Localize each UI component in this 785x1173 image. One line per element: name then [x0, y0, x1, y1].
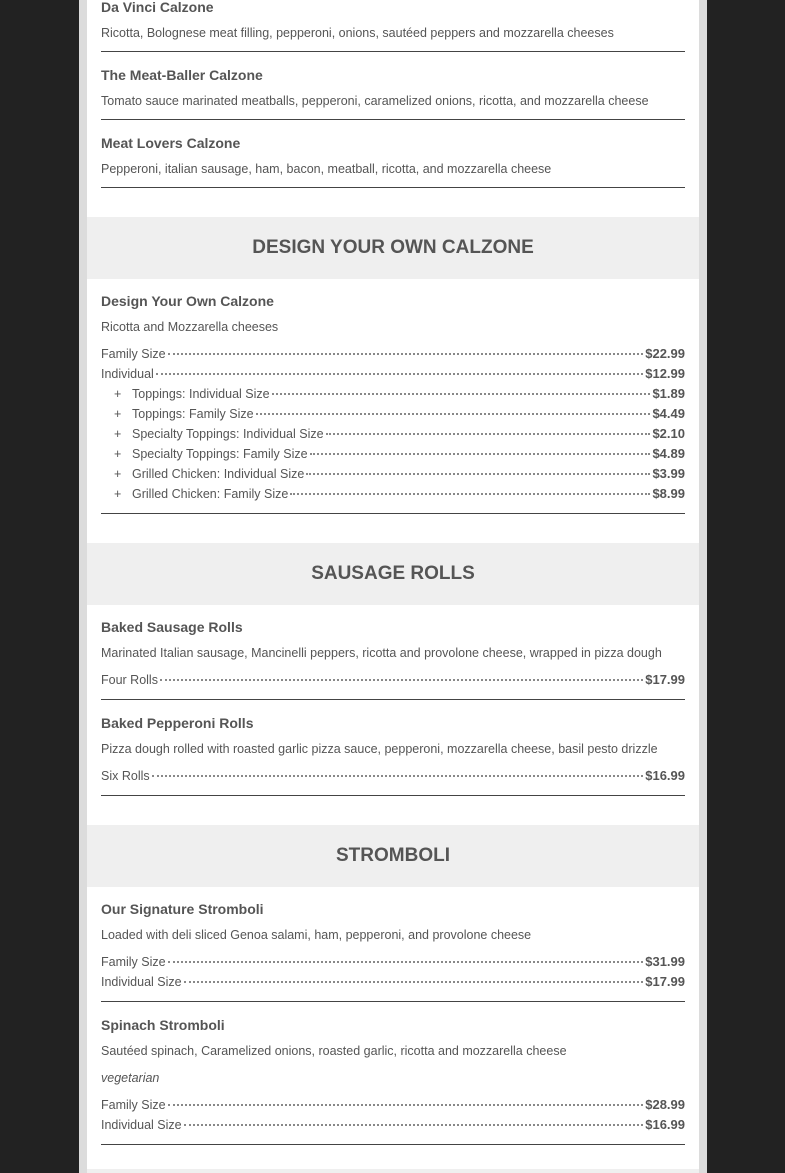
item-title: The Meat-Baller Calzone: [101, 67, 263, 83]
addon-price-row: [101, 424, 685, 444]
price-value: $12.99: [645, 366, 685, 381]
dotted-leader: [306, 473, 650, 475]
menu-item[interactable]: [87, 52, 699, 120]
addon-price-row: [101, 444, 685, 464]
price-option-name: Six Rolls: [101, 769, 150, 783]
section-heading: DESIGN YOUR OWN CALZONE: [87, 217, 699, 279]
menu-section: [87, 0, 699, 188]
dotted-leader: [152, 775, 644, 777]
price-option-name: Four Rolls: [101, 673, 158, 687]
item-description: Marinated Italian sausage, Mancinelli peppers, ricotta and provolone cheese, wrapped in pizza dough: [101, 646, 662, 660]
item-divider: [101, 1144, 685, 1145]
price-value: $31.99: [645, 954, 685, 969]
price-value: $28.99: [645, 1097, 685, 1112]
dotted-leader: [310, 453, 651, 455]
item-description: Pepperoni, italian sausage, ham, bacon, meatball, ricotta, and mozzarella cheese: [101, 162, 552, 176]
price-row: [101, 364, 685, 384]
menu-item[interactable]: [87, 887, 699, 1002]
menu-item[interactable]: [87, 1002, 699, 1145]
dotted-leader: [184, 1124, 644, 1126]
price-value: $16.99: [645, 1117, 685, 1132]
dotted-leader: [168, 1104, 644, 1106]
price-row: [101, 766, 685, 786]
plus-icon: +: [114, 427, 122, 441]
item-title: Baked Sausage Rolls: [101, 619, 243, 635]
price-option-name: Toppings: Individual Size: [132, 387, 270, 401]
addon-price-row: [101, 484, 685, 504]
price-list: [101, 1095, 685, 1135]
menu-item[interactable]: [87, 605, 699, 700]
item-description: Tomato sauce marinated meatballs, pepperoni, caramelized onions, ricotta, and mozzarella cheese: [101, 94, 649, 108]
price-option-name: Grilled Chicken: Individual Size: [132, 467, 305, 481]
plus-icon: +: [114, 447, 122, 461]
item-title: Our Signature Stromboli: [101, 901, 264, 917]
dotted-leader: [160, 679, 643, 681]
item-description: Ricotta, Bolognese meat filling, pepperoni, onions, sautéed peppers and mozzarella cheeses: [101, 26, 614, 40]
dotted-leader: [272, 393, 651, 395]
price-list: [101, 670, 685, 690]
price-value: $22.99: [645, 346, 685, 361]
dotted-leader: [168, 353, 644, 355]
price-option-name: Grilled Chicken: Family Size: [132, 487, 289, 501]
price-value: $8.99: [652, 486, 685, 501]
item-title: Design Your Own Calzone: [101, 293, 274, 309]
item-description: Pizza dough rolled with roasted garlic pizza sauce, pepperoni, mozzarella cheese, basil pesto drizzle: [101, 742, 658, 756]
price-list: [101, 344, 685, 504]
item-divider: [101, 795, 685, 796]
price-option-name: Family Size: [101, 1098, 166, 1112]
price-value: $16.99: [645, 768, 685, 783]
price-option-name: Toppings: Family Size: [132, 407, 254, 421]
price-option-name: Individual: [101, 367, 154, 381]
menu-section: [87, 217, 699, 514]
plus-icon: +: [114, 387, 122, 401]
price-option-name: Family Size: [101, 347, 166, 361]
item-title: Spinach Stromboli: [101, 1017, 225, 1033]
dotted-leader: [156, 373, 643, 375]
section-heading: SAUSAGE ROLLS: [87, 543, 699, 605]
item-description: Sautéed spinach, Caramelized onions, roasted garlic, ricotta and mozzarella cheese: [101, 1044, 567, 1058]
price-list: [101, 766, 685, 786]
price-value: $17.99: [645, 974, 685, 989]
price-option-name: Individual Size: [101, 1118, 182, 1132]
item-description: Ricotta and Mozzarella cheeses: [101, 320, 279, 334]
dotted-leader: [184, 981, 644, 983]
item-title: Meat Lovers Calzone: [101, 135, 241, 151]
item-divider: [101, 187, 685, 188]
price-value: $4.89: [652, 446, 685, 461]
price-row: [101, 1095, 685, 1115]
menu-frame: [79, 0, 707, 1173]
price-row: [101, 952, 685, 972]
addon-price-row: [101, 404, 685, 424]
price-option-name: Specialty Toppings: Family Size: [132, 447, 308, 461]
price-option-name: Family Size: [101, 955, 166, 969]
section-heading: STROMBOLI: [87, 825, 699, 887]
dotted-leader: [290, 493, 650, 495]
item-divider: [101, 513, 685, 514]
price-value: $4.49: [652, 406, 685, 421]
menu-item[interactable]: [87, 700, 699, 796]
price-value: $3.99: [652, 466, 685, 481]
menu-section: [87, 825, 699, 1145]
item-title: Baked Pepperoni Rolls: [101, 715, 254, 731]
price-row: [101, 670, 685, 690]
item-description: Loaded with deli sliced Genoa salami, ham, pepperoni, and provolone cheese: [101, 928, 532, 942]
addon-price-row: [101, 464, 685, 484]
price-value: $2.10: [652, 426, 685, 441]
dotted-leader: [256, 413, 651, 415]
next-section-header: [87, 1169, 699, 1173]
dotted-leader: [326, 433, 651, 435]
dietary-note: vegetarian: [101, 1071, 160, 1085]
plus-icon: +: [114, 487, 122, 501]
menu-item[interactable]: [87, 120, 699, 188]
menu-item[interactable]: [87, 0, 699, 52]
price-value: $17.99: [645, 672, 685, 687]
item-title: Da Vinci Calzone: [101, 0, 214, 15]
price-value: $1.89: [652, 386, 685, 401]
menu-content: [87, 0, 699, 1145]
dotted-leader: [168, 961, 644, 963]
addon-price-row: [101, 384, 685, 404]
price-row: [101, 344, 685, 364]
price-row: [101, 972, 685, 992]
plus-icon: +: [114, 467, 122, 481]
price-option-name: Specialty Toppings: Individual Size: [132, 427, 324, 441]
price-row: [101, 1115, 685, 1135]
menu-section: [87, 543, 699, 796]
price-list: [101, 952, 685, 992]
plus-icon: +: [114, 407, 122, 421]
menu-card: [87, 0, 699, 1173]
price-option-name: Individual Size: [101, 975, 182, 989]
menu-item[interactable]: [87, 279, 699, 514]
